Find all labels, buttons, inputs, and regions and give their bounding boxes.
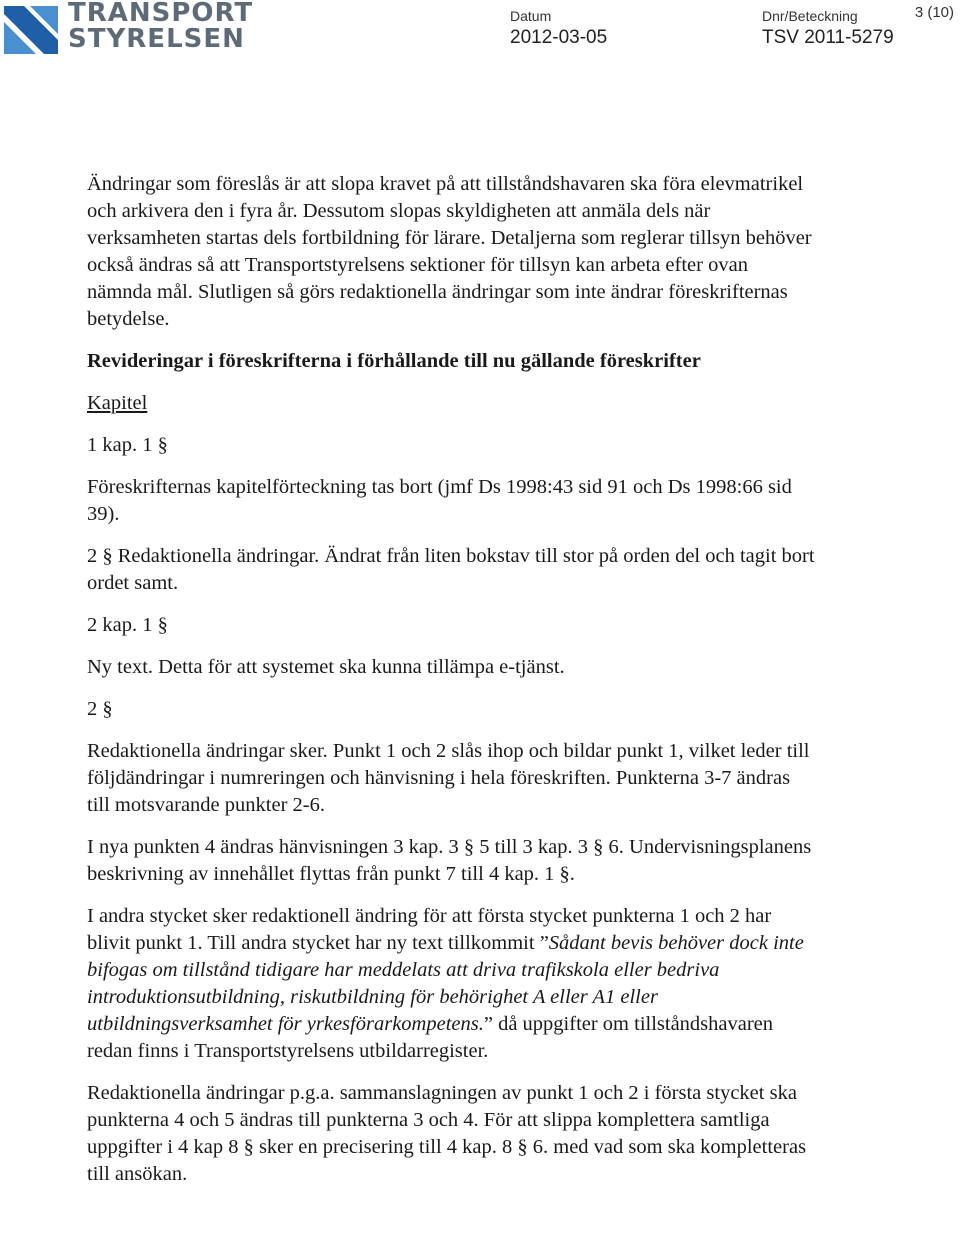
chapter-2-section-2-paragraph-3 — [87, 903, 817, 1065]
logo-line-1: TRANSPORT — [68, 0, 254, 28]
chapter-1-section-1-text: Föreskrifternas kapitelförteckning tas bort (jmf Ds 1998:43 sid 91 och Ds 1998:66 sid 39). — [87, 476, 792, 525]
chapter-1-section-1: 1 kap. 1 § — [87, 434, 168, 456]
chapter-2-section-2-paragraph-2: I nya punkten 4 ändras hänvisningen 3 kap. 3 § 5 till 3 kap. 3 § 6. Undervisningsplanens beskrivning av innehållet flyttas från punkt 7 till 4 kap. 1 §. — [87, 836, 812, 885]
chapter-2-section-1: 2 kap. 1 § — [87, 614, 168, 636]
document-body — [87, 171, 817, 1188]
section-heading: Revideringar i föreskrifterna i förhållande till nu gällande föreskrifter — [87, 350, 701, 372]
paragraph-3-tail: ” då uppgifter om tillståndshavaren redan finns i Transportstyrelsens utbildarregister. — [87, 1013, 774, 1062]
document-header — [0, 0, 960, 60]
reference-label: Dnr/Beteckning — [762, 8, 858, 24]
transportstyrelsen-logo — [4, 0, 254, 54]
chapter-2-section-2-paragraph-4: Redaktionella ändringar p.g.a. sammanslagningen av punkt 1 och 2 i första stycket ska punkterna 4 och 5 ändras till punkterna 3 och 4. För att slippa komplettera samtliga uppgifter i 4 kap 8 § sker en precisering till 4 kap. 8 § 6. med vad som ska kompletteras till ansökan. — [87, 1082, 807, 1185]
chapter-2-section-1-text: Ny text. Detta för att systemet ska kunna tillämpa e-tjänst. — [87, 656, 565, 678]
chapter-1-section-2-text: 2 § Redaktionella ändringar. Ändrat från liten bokstav till stor på orden del och tagit bort ordet samt. — [87, 545, 815, 594]
chapter-2-section-2-paragraph-1: Redaktionella ändringar sker. Punkt 1 och 2 slås ihop och bildar punkt 1, vilket leder till följdändringar i numreringen och hänvisning i hela föreskriften. Punkterna 3-7 ändras till motsvarande punkter 2-6. — [87, 740, 810, 816]
reference-value: TSV 2011-5279 — [762, 27, 894, 48]
subheading-kapitel: Kapitel — [87, 392, 148, 414]
logo-line-2: STYRELSEN — [68, 24, 245, 54]
quoted-new-text: Sådant bevis behöver dock inte bifogas om tillstånd tidigare har meddelats att driva trafikskola eller bedriva introduktionsutbildning, riskutbildning för behörighet A eller A1 eller utbildningsverksamhet för yrkesförarkompetens. — [87, 932, 804, 1035]
paragraph-3-lead: I andra stycket sker redaktionell ändring för att första stycket punkterna 1 och 2 har blivit punkt 1. Till andra stycket har ny text tillkommit ” — [87, 905, 772, 954]
logo-mark-icon — [4, 2, 58, 54]
logo-wordmark — [68, 0, 253, 52]
date-value: 2012-03-05 — [510, 27, 608, 48]
date-label: Datum — [510, 8, 552, 24]
page-number: 3 (10) — [914, 4, 954, 21]
date-block — [510, 6, 607, 50]
intro-paragraph: Ändringar som föreslås är att slopa kravet på att tillståndshavaren ska föra elevmatrikel och arkivera den i fyra år. Dessutom slopas skyldigheten att anmäla dels när verksamheten startas dels fortbildning för lärare. Detaljerna som reglerar tillsyn behöver också ändras så att Transportstyrelsens sektioner för tillsyn kan arbeta efter ovan nämnda mål. Slutligen så görs redaktionella ändringar som inte ändrar föreskrifternas betydelse. — [87, 173, 812, 330]
chapter-2-section-2: 2 § — [87, 698, 113, 720]
reference-block — [762, 6, 894, 50]
